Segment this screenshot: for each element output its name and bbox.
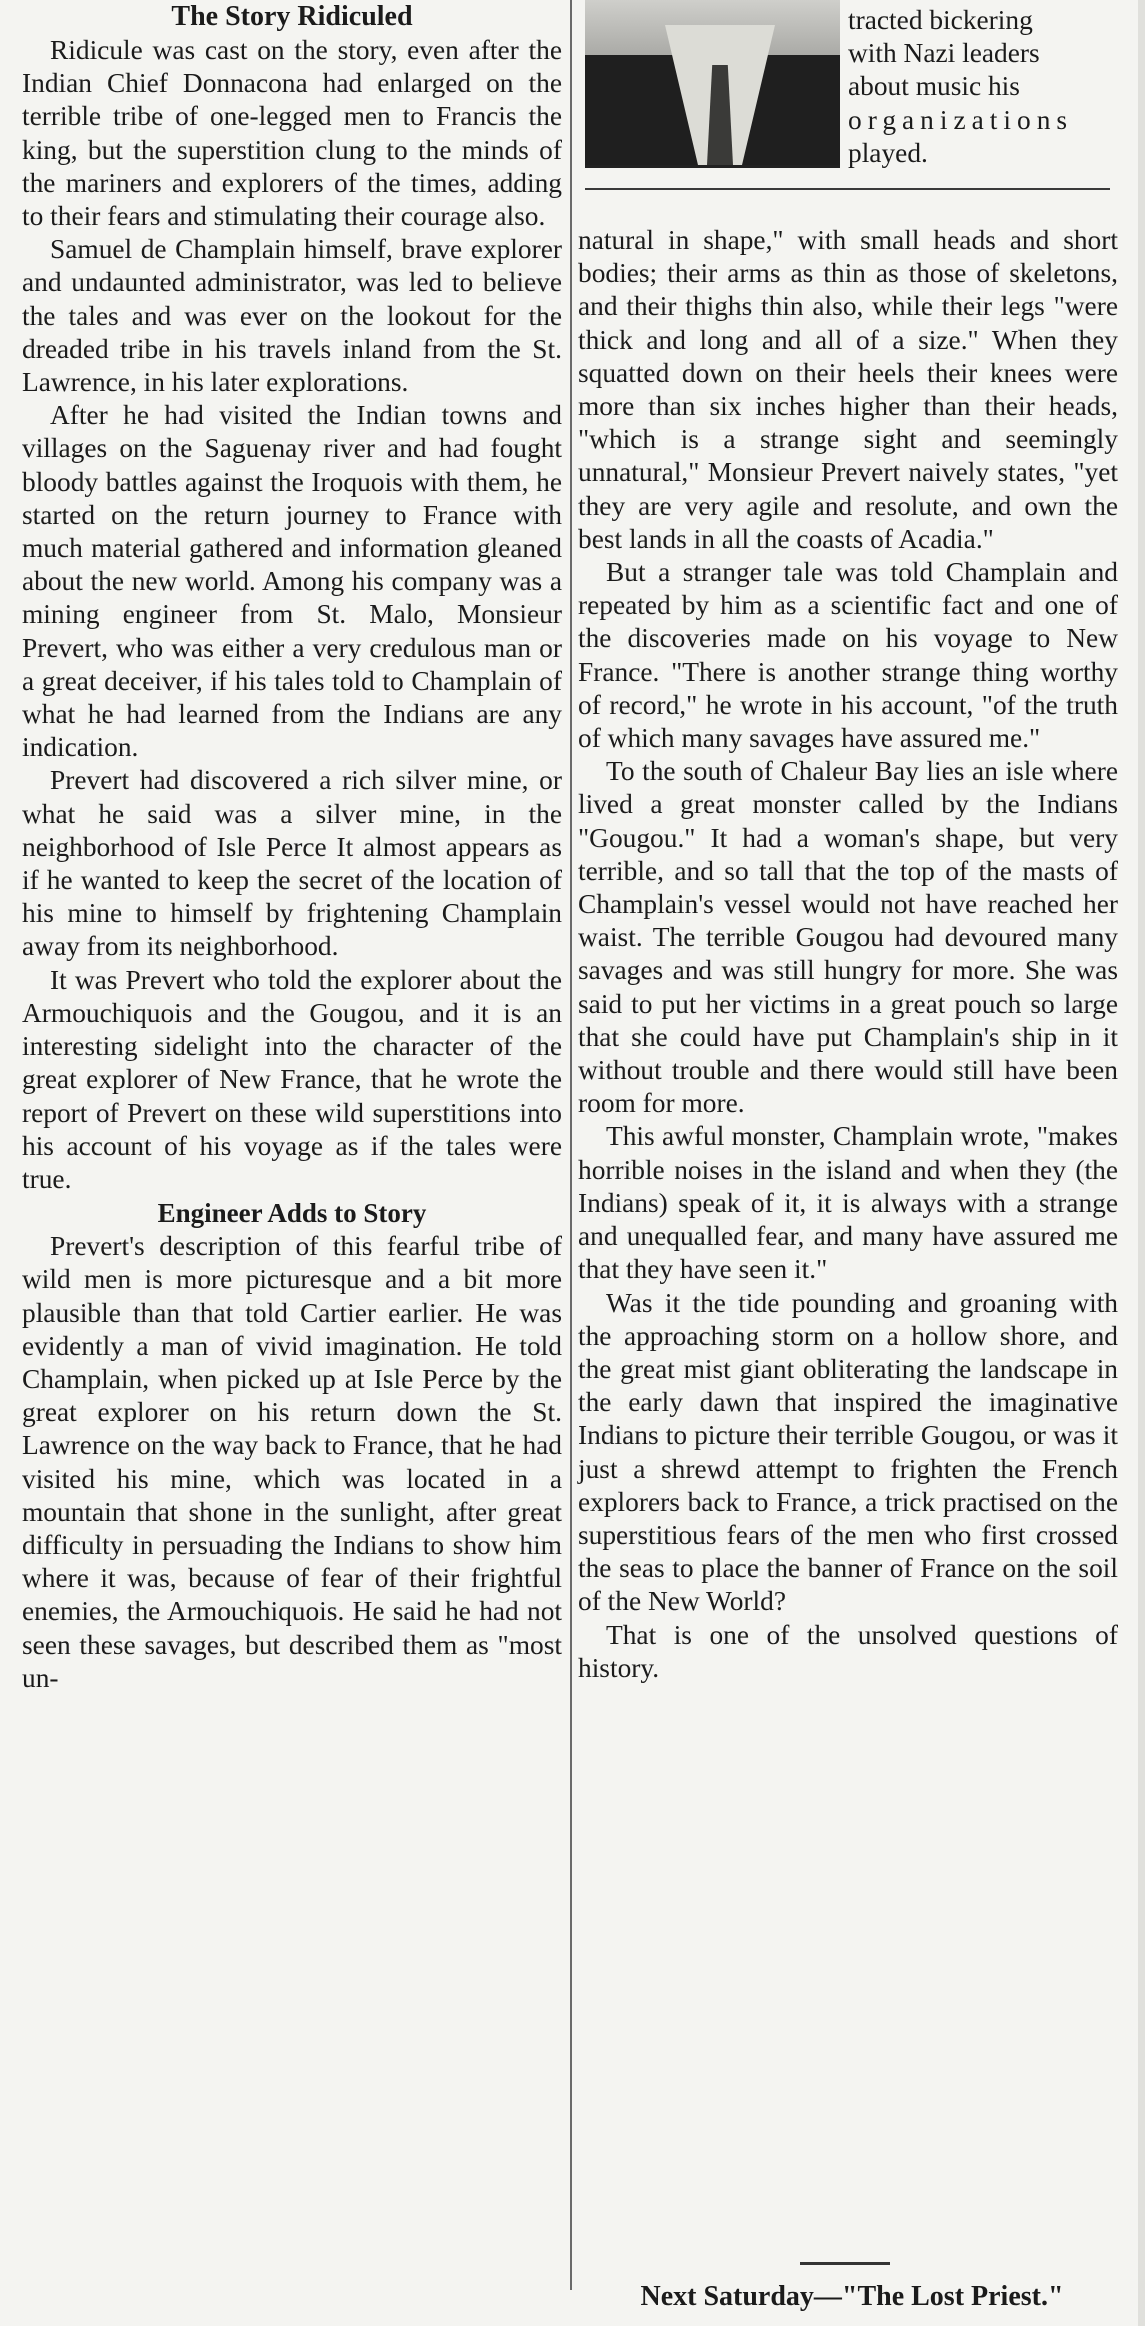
caption-line: tracted bickering: [848, 5, 1033, 35]
paragraph: To the south of Chaleur Bay lies an isle where lived a great monster called by the Indians "Gougou." It had a woman's shape, but very terrible, and so tall that the top of the masts of Champlain's vessel would not have reached her waist. The terrible Gougou had devoured many savages and was still hungry for more. She was said to put her victims in a great pouch so large that she could have put Champlain's ship in it without trouble and there would still have been room for more.: [578, 756, 1118, 1119]
paragraph: Samuel de Champlain himself, brave explorer and undaunted administrator, was led to believe the tales and was ever on the lookout for the dreaded tribe in his travels inland from the St. Lawrence, in his later explorations.: [22, 234, 562, 398]
paragraph: natural in shape," with small heads and short bodies; their arms as thin as those of skeletons, and their thighs thin also, while their legs "were thick and long and all of a size." When they squatted down on their heels their knees were more than six inches higher than their heads, "which is a strange sight and seemingly unnatural," Monsieur Prevert naively states, "yet they are very agile and resolute, and own the best lands in all the coasts of Acadia.": [578, 225, 1118, 554]
next-saturday-teaser: Next Saturday—"The Lost Priest.": [640, 2281, 1064, 2312]
caption-line: about music his: [848, 71, 1020, 102]
paragraph: But a stranger tale was told Champlain and repeated by him as a scientific fact and one of the discoveries made on his voyage to New France. "There is another strange thing worthy of record," he wrote in his account, "of the truth of which many savages have assured me.": [578, 557, 1118, 754]
caption-line: with Nazi leaders: [848, 38, 1040, 69]
caption-line: played.: [848, 137, 928, 168]
right-column: [578, 224, 1118, 1685]
paragraph: After he had visited the Indian towns and villages on the Saguenay river and had fought bloody battles against the Iroquois with them, he started on the return journey to France with much material gathered and information gleaned about the new world. Among his company was a mining engineer from St. Malo, Monsieur Prevert, who was either a very credulous man or a great deceiver, if his tales told to Champlain of what he had learned from the Indians are any indication.: [22, 400, 562, 763]
portrait-photo: [585, 0, 840, 168]
heading-story-ridiculed: The Story Ridiculed: [171, 1, 413, 32]
paragraph: Prevert's description of this fearful tribe of wild men is more picturesque and a bit more plausible than that told Cartier earlier. He was evidently a man of vivid imagination. He told Champlain, when picked up at Isle Perce by the great explorer on his return down the St. Lawrence on the way back to France, that he had visited his mine, which was located in a mountain that shone in the sunlight, after great difficulty in persuading the Indians to show him where it was, because of fear of their frightful enemies, the Armouchiquois. He said he had not seen these savages, but described them as "most un-: [22, 1231, 562, 1693]
paragraph: Prevert had discovered a rich silver mine, or what he said was a silver mine, in the neighborhood of Isle Perce It almost appears as if he wanted to keep the secret of the location of his mine to himself by frightening Champlain away from its neighborhood.: [22, 765, 562, 962]
paragraph: That is one of the unsolved questions of history.: [578, 1619, 1118, 1683]
left-column: [22, 0, 562, 1695]
end-rule: [800, 2262, 890, 2265]
column-divider: [570, 0, 572, 2290]
caption-rule: [585, 188, 1110, 190]
heading-engineer-adds: Engineer Adds to Story: [157, 1198, 427, 1229]
paragraph: Was it the tide pounding and groaning with the approaching storm on a hollow shore, and the great mist giant obliterating the landscape in the early dawn that inspired the imaginative Indians to picture their terrible Gougou, or was it just a shrewd attempt to frighten the French explorers back to France, a trick practised on the superstitious fears of the men who first crossed the seas to place the banner of France on the soil of the New World?: [578, 1287, 1118, 1617]
page-edge: [1138, 0, 1145, 2326]
caption-line: organizations: [848, 104, 1074, 135]
paragraph: Ridicule was cast on the story, even after the Indian Chief Donnacona had enlarged on the terrible tribe of one-legged men to Francis the king, but the superstition clung to the minds of the mariners and explorers of the times, adding to their fears and stimulating their courage also.: [22, 35, 562, 232]
photo-caption: [848, 4, 1118, 170]
paragraph: It was Prevert who told the explorer about the Armouchiquois and the Gougou, and it is an interesting sidelight into the character of the great explorer of New France, that he wrote the report of Prevert on these wild superstitions into his account of his voyage as if the tales were true.: [22, 964, 562, 1194]
paragraph: This awful monster, Champlain wrote, "makes horrible noises in the island and when they (the Indians) speak of it, it is always with a strange and unequalled fear, and many have assured me that they have seen it.": [578, 1121, 1118, 1285]
